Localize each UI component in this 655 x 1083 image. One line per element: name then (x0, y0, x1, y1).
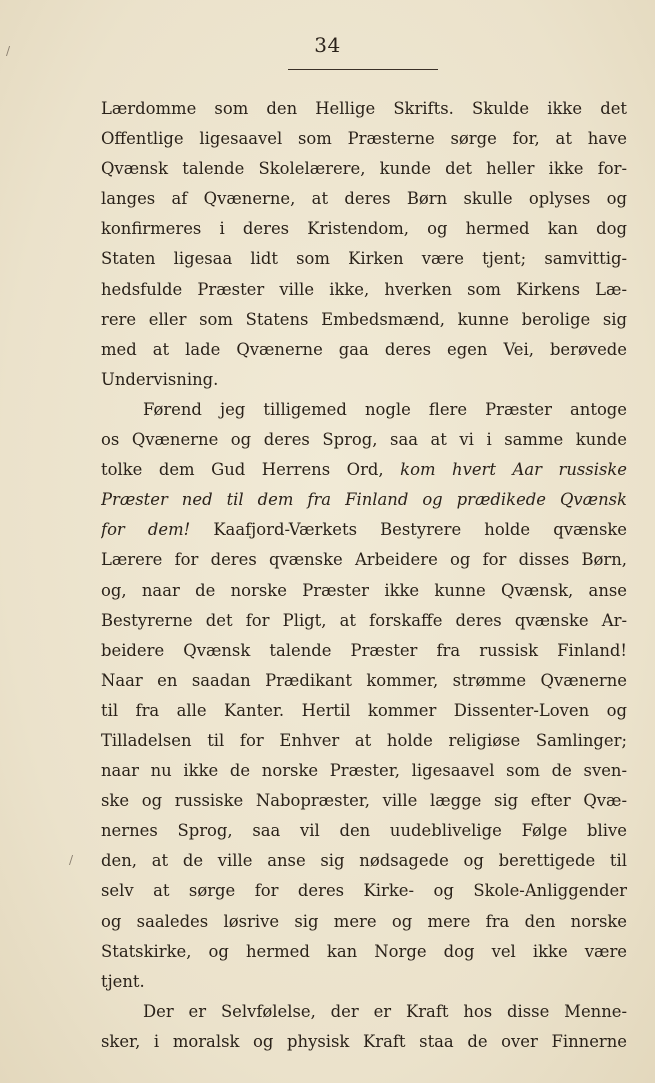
text-line: Lærere for deres qvænske Arbeidere og for disses Børn, (101, 550, 627, 570)
text-line: Offentlige ligesaavel som Præsterne sørge for, at have (101, 129, 627, 149)
text-line: ske og russiske Nabopræster, ville lægge sig efter Qvæ- (101, 791, 627, 811)
italic-segment: kom hvert Aar russiske (400, 460, 627, 480)
text-line: selv at sørge for deres Kirke- og Skole-Anliggender (101, 881, 627, 901)
text-line: Qvænsk talende Skolelærere, kunde det heller ikke for- (101, 159, 627, 179)
text-line: os Qvænerne og deres Sprog, saa at vi i samme kunde (101, 430, 627, 450)
text-line: og, naar de norske Præster ikke kunne Qvænsk, anse (101, 580, 627, 600)
text-line: Statskirke, og hermed kan Norge dog vel ikke være (101, 941, 627, 961)
text-line: beidere Qvænsk talende Præster fra russisk Finland! (101, 640, 627, 660)
text-line: med at lade Qvænerne gaa deres egen Vei, berøvede (101, 339, 627, 359)
text-line: Naar en saadan Prædikant kommer, strømme Qvænerne (101, 670, 627, 690)
body-text (101, 94, 627, 1057)
text-line: Staten ligesaa lidt som Kirken være tjent; samvittig- (101, 249, 627, 269)
text-line: langes af Qvænerne, at deres Børn skulle oplyses og (101, 189, 627, 209)
text-line: til fra alle Kanter. Hertil kommer Dissenter-Loven og (101, 700, 627, 720)
text-line: Tilladelsen til for Enhver at holde religiøse Samlinger; (101, 730, 627, 750)
text-segment: Kaafjord-Værkets Bestyrere holde qvænske (213, 520, 627, 540)
text-line (101, 455, 627, 485)
text-line: og saaledes løsrive sig mere og mere fra den norske (101, 911, 627, 931)
text-line: den, at de ville anse sig nødsagede og berettigede til (101, 851, 627, 871)
text-line: Lærdomme som den Hellige Skrifts. Skulde ikke det (101, 99, 627, 118)
text-line: Præster ned til dem fra Finland og prædikede Qvænsk (101, 490, 627, 510)
margin-mark: / (69, 853, 74, 867)
text-line: rere eller som Statens Embedsmænd, kunne berolige sig (101, 309, 627, 329)
text-line: sker, i moralsk og physisk Kraft staa de over Finnerne (101, 1031, 627, 1051)
margin-mark: / (6, 44, 11, 58)
text-line: naar nu ikke de norske Præster, ligesaavel som de sven- (101, 761, 627, 781)
header-rule (288, 69, 438, 70)
text-line: Undervisning. (101, 369, 219, 389)
page-number: 34 (314, 33, 341, 57)
italic-segment: for dem! (101, 520, 191, 540)
text-line: Bestyrerne det for Pligt, at forskaffe deres qvænske Ar- (101, 610, 627, 630)
text-line: Førend jeg tilligemed nogle flere Præster antoge (143, 399, 627, 419)
text-line: tjent. (101, 971, 145, 991)
text-segment: tolke dem Gud Herrens Ord, (101, 460, 384, 480)
text-line: konfirmeres i deres Kristendom, og hermed kan dog (101, 219, 627, 239)
text-line: nernes Sprog, saa vil den uudeblivelige Følge blive (101, 821, 627, 841)
text-line: hedsfulde Præster ville ikke, hverken som Kirkens Læ- (101, 279, 627, 299)
text-line (101, 515, 627, 545)
text-line: Der er Selvfølelse, der er Kraft hos disse Menne- (143, 1001, 627, 1021)
